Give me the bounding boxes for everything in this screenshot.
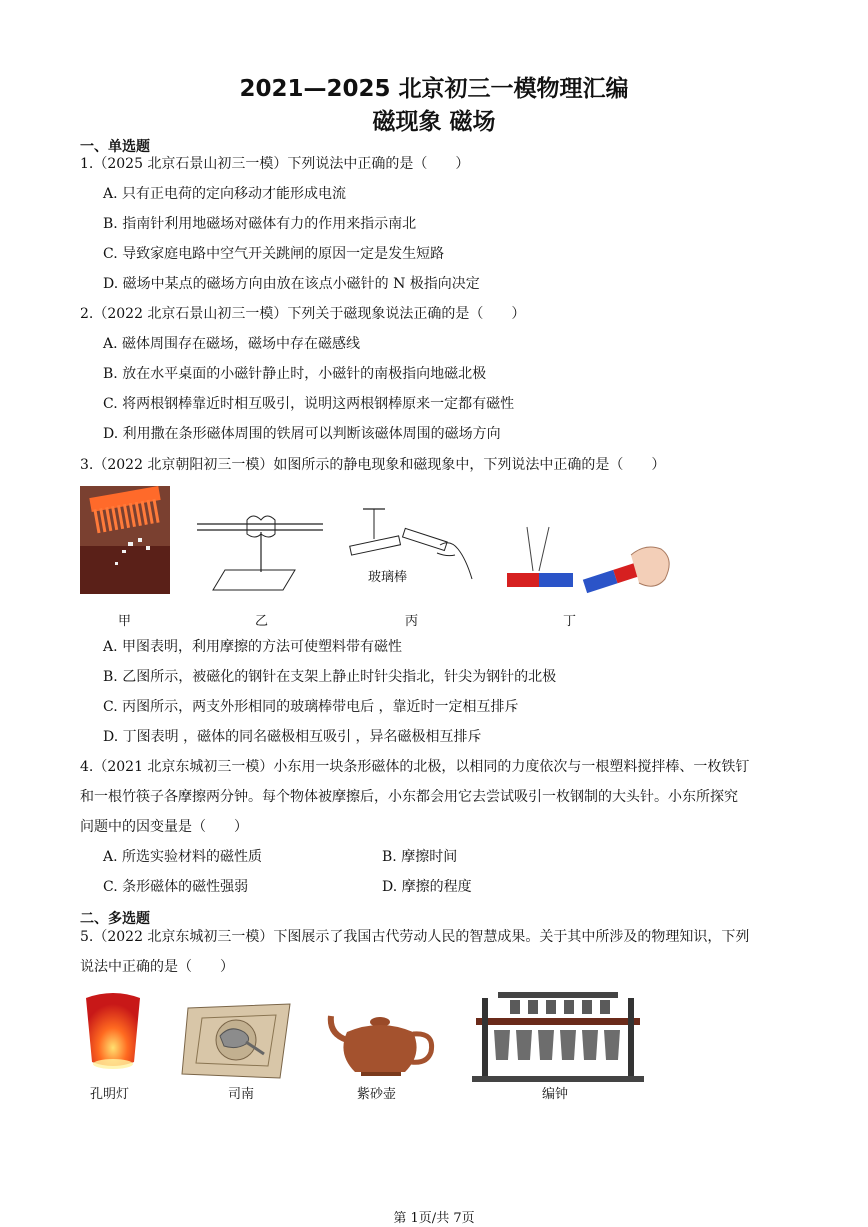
figure-label-jia: 甲 [118, 614, 132, 629]
sinan-figure [180, 1000, 295, 1080]
page-title: 2021—2025 北京初三一模物理汇编 [239, 76, 629, 102]
question-option: A. 磁体周围存在磁场，磁场中存在磁感线 [103, 336, 361, 352]
figure-label-teapot: 紫砂壶 [357, 1087, 397, 1102]
page-subtitle: 磁现象 磁场 [372, 109, 496, 135]
question-option: D. 摩擦的程度 [382, 879, 472, 895]
question-stem: 1.（2025 北京石景山初三一模）下列说法中正确的是（ ） [80, 156, 470, 172]
question-option: C. 将两根钢棒靠近时相互吸引，说明这两根钢棒原来一定都有磁性 [103, 396, 515, 412]
question-option: B. 放在水平桌面的小磁针静止时，小磁针的南极指向地磁北极 [103, 366, 487, 382]
figure-label-sinan: 司南 [228, 1087, 255, 1102]
lantern-figure [80, 990, 146, 1080]
page-number: 第 1页/共 7页 [393, 1211, 475, 1226]
figure-label-lantern: 孔明灯 [90, 1087, 130, 1102]
question-option: A. 只有正电荷的定向移动才能形成电流 [103, 186, 347, 202]
question-option: D. 丁图表明 ，磁体的同名磁极相互吸引 ，异名磁极相互排斥 [103, 729, 482, 745]
needle-stand-figure [195, 510, 325, 592]
question-option: C. 丙图所示，两支外形相同的玻璃棒带电后 ，靠近时一定相互排斥 [103, 699, 519, 715]
question-stem: 和一根竹筷子各摩擦两分钟。每个物体被摩擦后，小东都会用它去尝试吸引一枚钢制的大头针。小东所探究 [80, 789, 738, 805]
question-stem: 4.（2021 北京东城初三一模）小东用一块条形磁体的北极，以相同的力度依次与一根塑料搅拌棒、一枚铁钉 [80, 759, 750, 775]
question-option: B. 乙图所示，被磁化的钢针在支架上静止时针尖指北，针尖为钢针的北极 [103, 669, 557, 685]
question-option: C. 导致家庭电路中空气开关跳闸的原因一定是发生短路 [103, 246, 445, 262]
question-option: D. 利用撒在条形磁体周围的铁屑可以判断该磁体周围的磁场方向 [103, 426, 501, 442]
bianzhong-figure [468, 988, 648, 1084]
question-stem: 5.（2022 北京东城初三一模）下图展示了我国古代劳动人民的智慧成果。关于其中所涉及的物理知识，下列 [80, 929, 750, 945]
figure-label-yi: 乙 [255, 614, 269, 629]
question-option: B. 指南针利用地磁场对磁体有力的作用来指示南北 [103, 216, 417, 232]
glass-rod-figure [345, 505, 475, 595]
question-stem: 问题中的因变量是（ ） [80, 819, 248, 835]
question-option: A. 甲图表明，利用摩擦的方法可使塑料带有磁性 [103, 639, 403, 655]
teapot-figure [325, 1010, 440, 1080]
section-heading-single: 一、单选题 [80, 139, 150, 155]
question-option: D. 磁场中某点的磁场方向由放在该点小磁针的 N 极指向决定 [103, 276, 480, 292]
question-option: C. 条形磁体的磁性强弱 [103, 879, 249, 895]
section-heading-multi: 二、多选题 [80, 911, 150, 927]
comb-photo-figure [80, 486, 170, 594]
question-option: A. 所选实验材料的磁性质 [103, 849, 263, 865]
question-stem: 2.（2022 北京石景山初三一模）下列关于磁现象说法正确的是（ ） [80, 306, 526, 322]
magnets-figure [505, 525, 680, 595]
question-stem: 3.（2022 北京朝阳初三一模）如图所示的静电现象和磁现象中，下列说法中正确的是（ ） [80, 457, 666, 473]
figure-label-bianzhong: 编钟 [542, 1087, 569, 1102]
figure-label-bing: 丙 [405, 614, 419, 629]
question-stem: 说法中正确的是（ ） [80, 959, 234, 975]
question-option: B. 摩擦时间 [382, 849, 458, 865]
figure-label-ding: 丁 [563, 614, 577, 629]
glass-rod-label: 玻璃棒 [368, 570, 408, 585]
